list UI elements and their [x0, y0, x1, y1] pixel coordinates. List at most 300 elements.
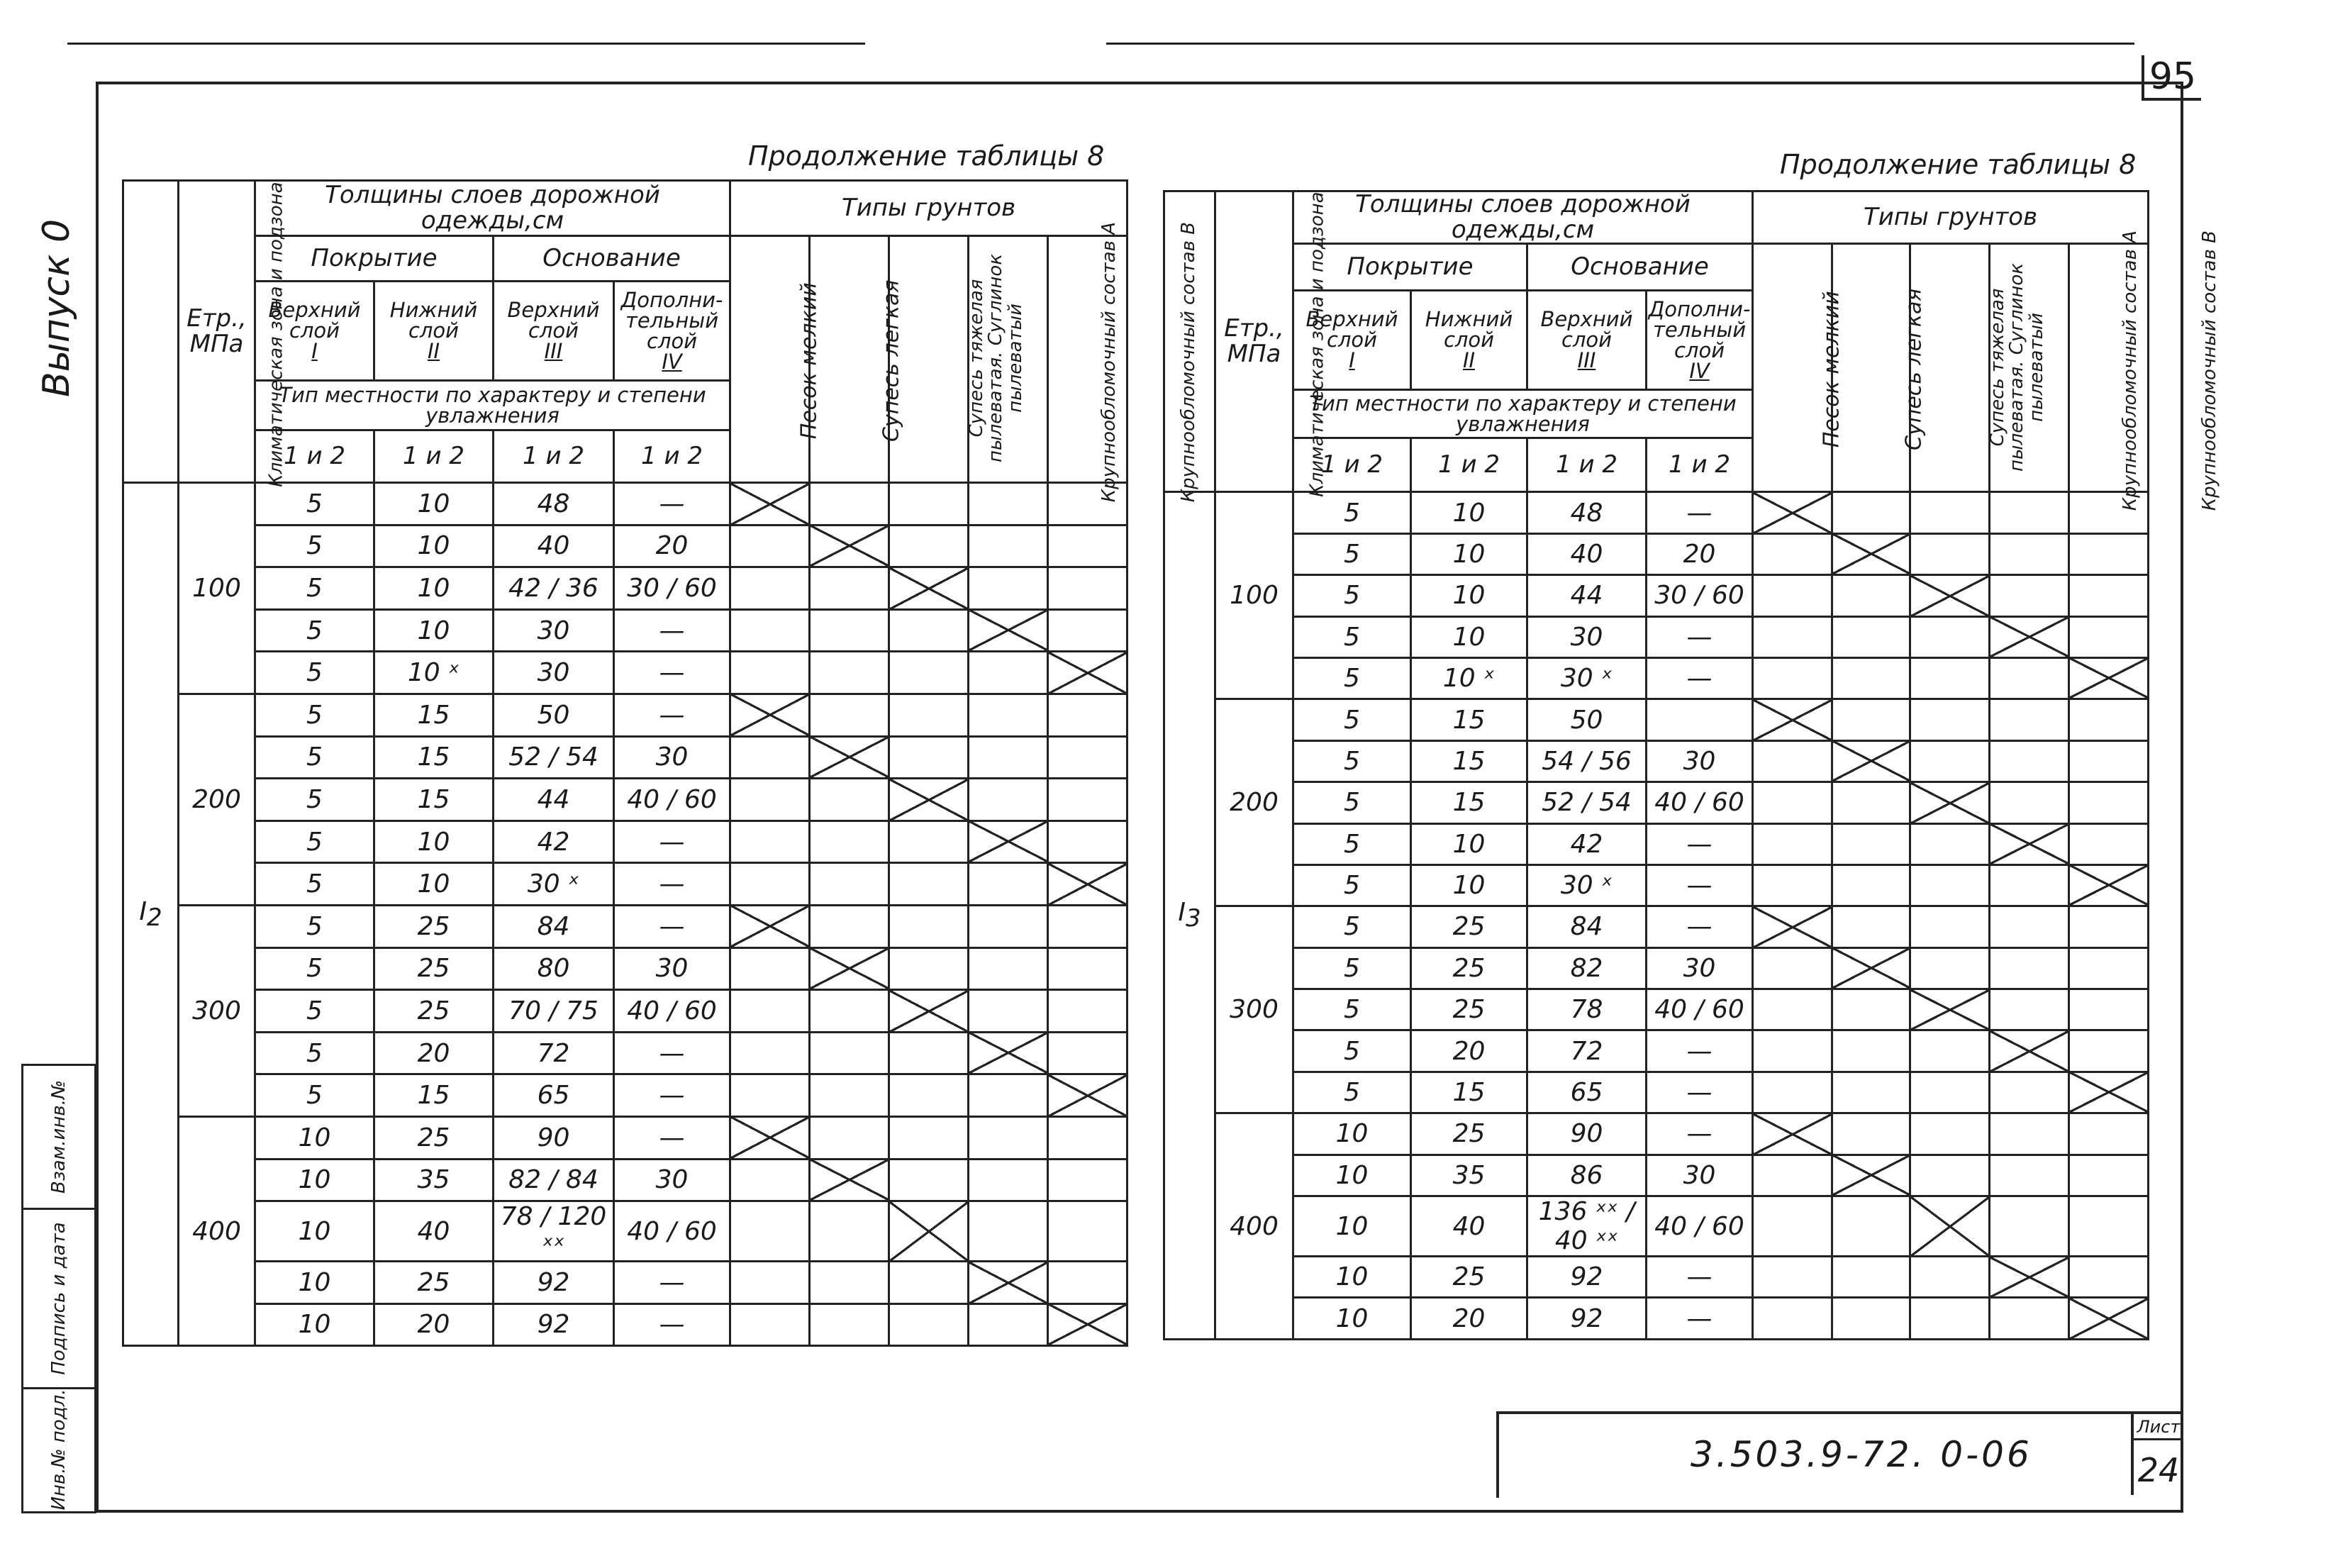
layer3-roman: III — [544, 339, 563, 363]
l-soil-cell — [969, 483, 1048, 526]
r-soil-cell — [1832, 616, 1910, 657]
l-soil-cell — [969, 779, 1048, 821]
l-soil-cell — [889, 1074, 969, 1117]
l-soil-cell — [730, 863, 810, 906]
r-soil-cell — [1753, 1155, 1832, 1196]
l-soil-cell — [969, 694, 1048, 736]
l-soil-cell — [1048, 736, 1127, 779]
r-soil-cell — [1910, 492, 1990, 533]
r-cell-layer-1: 10 — [1293, 1257, 1411, 1298]
l-soil-cell — [730, 1262, 810, 1304]
l-soil-cell — [810, 567, 889, 610]
l-cell-layer-4: 30 — [614, 736, 730, 779]
r-cell-layer-4: — — [1647, 1030, 1753, 1072]
r-cell-layer-2: 10 — [1411, 492, 1527, 533]
l-soil-cross-mark — [730, 905, 810, 947]
strip-replace-text: Взам.инв.№ — [48, 1080, 69, 1194]
r-cell-layer-1: 5 — [1293, 492, 1411, 533]
r-soil-cell — [1910, 1072, 1990, 1113]
l-cell-layer-4: — — [614, 1032, 730, 1074]
l-cell-layer-2: 25 — [374, 1262, 494, 1304]
r-soil-cross-mark — [2069, 864, 2149, 906]
r-row-400-5 — [1164, 1298, 2149, 1339]
r-soil-cross-mark — [1910, 1196, 1990, 1257]
l-soil-cell — [969, 990, 1048, 1033]
r-soil-cross-mark — [1753, 492, 1832, 533]
l-soil-cross-mark — [1048, 1074, 1127, 1117]
r-cell-layer-3: 42 — [1527, 823, 1647, 864]
l-cell-layer-4: 30 — [614, 947, 730, 990]
r-cell-layer-4: — — [1647, 1113, 1753, 1155]
layer2-label: Нижний слой — [389, 298, 478, 343]
l-etr-200: 200 — [179, 694, 255, 905]
r-cell-layer-1: 5 — [1293, 575, 1411, 616]
r-cell-layer-2: 40 — [1411, 1196, 1527, 1257]
r-layer4-label: Дополни-тельный слой — [1648, 296, 1751, 362]
l-soil-cell — [889, 736, 969, 779]
r-cell-layer-1: 5 — [1293, 947, 1411, 989]
r-soil-cross-mark — [1832, 740, 1910, 782]
r-zone-header-text: Климатическая зона и подзона — [1306, 191, 1328, 498]
r-soil-cell — [1990, 1196, 2069, 1257]
l-soil-cell — [730, 1159, 810, 1201]
r-row-400-4 — [1164, 1257, 2149, 1298]
l-soil-cross-mark — [1048, 1303, 1127, 1346]
layer2-header — [374, 282, 494, 381]
r-cell-layer-3: 65 — [1527, 1072, 1647, 1113]
r-cell-layer-1: 5 — [1293, 657, 1411, 699]
l-soil-cell — [889, 947, 969, 990]
r-cell-layer-4: — — [1647, 616, 1753, 657]
r-soil-cell — [1990, 947, 2069, 989]
l-cell-layer-2: 10 — [374, 863, 494, 906]
r-terrain-val-4: 1 и 2 — [1647, 438, 1753, 492]
r-cell-layer-2: 10 — [1411, 823, 1527, 864]
thickness-header: Толщины слоев дорожной одежды,см — [255, 181, 730, 236]
l-cell-layer-4: 40 / 60 — [614, 990, 730, 1033]
l-row-400-3 — [123, 1201, 1127, 1262]
left-table — [122, 179, 1200, 1347]
l-soil-cell — [730, 652, 810, 694]
r-cell-layer-4: 40 / 60 — [1647, 989, 1753, 1030]
r-soil-cross-mark — [1910, 782, 1990, 823]
r-cell-layer-3: 90 — [1527, 1113, 1647, 1155]
r-layer2-label: Нижний слой — [1425, 307, 1513, 352]
r-cell-layer-4: — — [1647, 492, 1753, 533]
layer1-roman: I — [311, 339, 318, 363]
l-soil-cell — [1048, 779, 1127, 821]
right-table-body — [1164, 492, 2149, 1339]
soil-col-3-text: Супесь тяжелая пылеватая. Суглинок пылеватый — [966, 254, 1026, 463]
l-cell-layer-2: 25 — [374, 1116, 494, 1159]
r-soil-cell — [1990, 1298, 2069, 1339]
l-cell-layer-2: 10 — [374, 525, 494, 567]
r-zone-letter: I — [1178, 898, 1186, 928]
r-soil-cross-mark — [1910, 575, 1990, 616]
r-soil-cell — [1753, 782, 1832, 823]
l-soil-cell — [810, 779, 889, 821]
l-cell-layer-2: 15 — [374, 694, 494, 736]
l-cell-layer-4: — — [614, 652, 730, 694]
r-cell-layer-3: 50 — [1527, 699, 1647, 740]
r-base-header: Основание — [1527, 244, 1753, 291]
r-layer3-label: Верхний слой — [1540, 307, 1633, 352]
r-soil-cell — [1990, 699, 2069, 740]
strip-cell-replace — [23, 1066, 94, 1210]
r-soil-cell — [2069, 1030, 2149, 1072]
r-soil-cell — [1753, 823, 1832, 864]
l-cell-layer-2: 10 — [374, 609, 494, 652]
r-soil-cross-mark — [1832, 947, 1910, 989]
r-terrain-val-3: 1 и 2 — [1527, 438, 1647, 492]
r-cell-layer-3: 30 ˣ — [1527, 657, 1647, 699]
l-row-400-2 — [123, 1159, 1127, 1201]
r-soil-cell — [1910, 699, 1990, 740]
continuation-label-right: Продолжение таблицы 8 — [1780, 149, 2137, 180]
l-row-300-2 — [123, 947, 1127, 990]
r-soil-col-4-text: Крупнообломочный состав А — [2120, 230, 2142, 511]
r-soil-cell — [1910, 823, 1990, 864]
l-soil-cross-mark — [1048, 863, 1127, 906]
r-row-100-2 — [1164, 533, 2149, 574]
l-cell-layer-2: 15 — [374, 779, 494, 821]
r-soil-cross-mark — [1832, 1155, 1910, 1196]
l-cell-layer-4: 30 / 60 — [614, 567, 730, 610]
r-soil-cell — [1990, 782, 2069, 823]
l-row-300-4 — [123, 1032, 1127, 1074]
l-soil-cross-mark — [730, 1116, 810, 1159]
r-soil-cell — [1753, 1257, 1832, 1298]
l-soil-cell — [969, 652, 1048, 694]
l-soil-cell — [810, 609, 889, 652]
r-soil-cell — [1832, 864, 1910, 906]
r-soil-cross-mark — [2069, 1072, 2149, 1113]
l-cell-layer-1: 10 — [255, 1116, 374, 1159]
l-soil-cell — [889, 652, 969, 694]
r-soil-cell — [1910, 1113, 1990, 1155]
layer4-label: Дополни-тельный слой — [620, 287, 723, 353]
l-soil-cell — [969, 905, 1048, 947]
l-cell-layer-2: 15 — [374, 1074, 494, 1117]
r-cell-layer-3: 48 — [1527, 492, 1647, 533]
r-layer3-header — [1527, 291, 1647, 390]
l-cell-layer-2: 10 — [374, 821, 494, 863]
r-soil-cell — [2069, 947, 2149, 989]
l-cell-layer-2: 25 — [374, 905, 494, 947]
l-cell-layer-3: 84 — [494, 905, 614, 947]
l-cell-layer-1: 5 — [255, 609, 374, 652]
sheet-label: Лист — [2134, 1417, 2183, 1440]
l-soil-cell — [1048, 821, 1127, 863]
r-soil-col-3-text: Супесь тяжелая пылеватая. Суглинок пылеватый — [1987, 262, 2047, 472]
l-soil-cell — [810, 863, 889, 906]
l-cell-layer-1: 5 — [255, 947, 374, 990]
r-cell-layer-3: 44 — [1527, 575, 1647, 616]
l-cell-layer-3: 30 — [494, 652, 614, 694]
sheet-number: 24 — [2137, 1451, 2180, 1489]
l-soil-cell — [810, 905, 889, 947]
r-cell-layer-1: 5 — [1293, 699, 1411, 740]
r-soil-cell — [1832, 1196, 1910, 1257]
l-cell-layer-1: 5 — [255, 905, 374, 947]
r-row-300-3 — [1164, 989, 2149, 1030]
l-soil-cell — [1048, 525, 1127, 567]
r-soil-cell — [1910, 1257, 1990, 1298]
soil-col-4-text: Крупнообломочный состав А — [1098, 222, 1120, 503]
coating-header: Покрытие — [255, 236, 494, 282]
strip-signature-text: Подпись и дата — [48, 1222, 69, 1375]
l-row-400-4 — [123, 1262, 1127, 1304]
r-soil-cell — [1990, 657, 2069, 699]
r-soil-cell — [1990, 1113, 2069, 1155]
r-etr-header: Етр., МПа — [1215, 191, 1293, 492]
l-row-400-1 — [123, 1116, 1127, 1159]
l-soil-cell — [969, 736, 1048, 779]
l-cell-layer-4: — — [614, 863, 730, 906]
l-soil-cell — [1048, 694, 1127, 736]
l-row-200-1 — [123, 694, 1127, 736]
r-soil-col-5-text: Крупнообломочный состав В — [2199, 230, 2221, 511]
l-cell-layer-3: 42 / 36 — [494, 567, 614, 610]
r-cell-layer-4: 30 — [1647, 740, 1753, 782]
r-soil-cell — [1910, 1030, 1990, 1072]
r-soil-cell — [1753, 947, 1832, 989]
l-soil-cell — [810, 1116, 889, 1159]
r-cell-layer-4: — — [1647, 823, 1753, 864]
r-zone-cell — [1164, 492, 1215, 1339]
l-cell-layer-1: 10 — [255, 1201, 374, 1262]
r-row-200-2 — [1164, 740, 2149, 782]
r-soil-cell — [1753, 864, 1832, 906]
r-soil-cell — [2069, 533, 2149, 574]
l-cell-layer-1: 5 — [255, 990, 374, 1033]
l-soil-cross-mark — [730, 694, 810, 736]
r-coating-header: Покрытие — [1293, 244, 1527, 291]
base-header: Основание — [494, 236, 730, 282]
r-cell-layer-1: 5 — [1293, 782, 1411, 823]
r-soil-cell — [2069, 1257, 2149, 1298]
r-soil-col-2-text: Супесь легкая — [1901, 288, 1927, 451]
l-cell-layer-3: 90 — [494, 1116, 614, 1159]
r-soil-cell — [1990, 533, 2069, 574]
r-cell-layer-3: 78 — [1527, 989, 1647, 1030]
l-cell-layer-1: 5 — [255, 736, 374, 779]
l-soil-cell — [810, 1074, 889, 1117]
r-row-300-4 — [1164, 1030, 2149, 1072]
r-soil-cell — [2069, 906, 2149, 947]
r-soil-cross-mark — [1910, 989, 1990, 1030]
r-cell-layer-1: 10 — [1293, 1155, 1411, 1196]
l-cell-layer-1: 5 — [255, 1032, 374, 1074]
r-soil-cell — [1753, 1072, 1832, 1113]
l-soil-cell — [810, 1303, 889, 1346]
r-soil-cell — [1753, 1196, 1832, 1257]
r-row-100-1 — [1164, 492, 2149, 533]
l-soil-cross-mark — [810, 1159, 889, 1201]
r-soil-cell — [1832, 989, 1910, 1030]
l-cell-layer-1: 5 — [255, 1074, 374, 1117]
l-soil-cross-mark — [810, 947, 889, 990]
r-layer3-roman: III — [1577, 348, 1596, 373]
terrain-header: Тип местности по характеру и степени увлажнения — [255, 381, 730, 430]
r-soil-cell — [1753, 1298, 1832, 1339]
l-cell-layer-2: 25 — [374, 947, 494, 990]
l-cell-layer-4: — — [614, 905, 730, 947]
r-soil-cross-mark — [1753, 1113, 1832, 1155]
r-cell-layer-3: 72 — [1527, 1030, 1647, 1072]
strip-inventory-text: Инв.№ подл. — [48, 1388, 69, 1511]
l-soil-cell — [1048, 1262, 1127, 1304]
r-soil-cell — [1753, 1030, 1832, 1072]
r-row-300-2 — [1164, 947, 2149, 989]
l-soil-cell — [730, 947, 810, 990]
r-cell-layer-3: 92 — [1527, 1298, 1647, 1339]
l-soil-cell — [730, 1303, 810, 1346]
soil-col-5-text: Крупнообломочный состав В — [1178, 222, 1200, 503]
l-soil-cell — [969, 1303, 1048, 1346]
r-soil-cell — [1910, 616, 1990, 657]
l-soil-cell — [810, 1032, 889, 1074]
l-cell-layer-2: 25 — [374, 990, 494, 1033]
r-cell-layer-1: 5 — [1293, 740, 1411, 782]
r-soil-cell — [1910, 1155, 1990, 1196]
r-cell-layer-1: 5 — [1293, 906, 1411, 947]
l-soil-cell — [889, 609, 969, 652]
l-row-300-1 — [123, 905, 1127, 947]
r-cell-layer-2: 10 — [1411, 864, 1527, 906]
r-cell-layer-4: 30 — [1647, 947, 1753, 989]
l-soil-cross-mark — [1048, 652, 1127, 694]
r-cell-layer-4: — — [1647, 1298, 1753, 1339]
r-cell-layer-2: 15 — [1411, 782, 1527, 823]
layer2-roman: II — [427, 339, 440, 363]
l-cell-layer-4: 20 — [614, 525, 730, 567]
top-rule-right — [1106, 43, 2134, 45]
r-cell-layer-3: 30 — [1527, 616, 1647, 657]
r-soil-cell — [1990, 1072, 2069, 1113]
l-cell-layer-4: — — [614, 1262, 730, 1304]
r-soil-cell — [1990, 575, 2069, 616]
l-cell-layer-2: 15 — [374, 736, 494, 779]
r-zone-subscript: 3 — [1185, 904, 1201, 933]
r-cell-layer-2: 15 — [1411, 1072, 1527, 1113]
r-terrain-header: Тип местности по характеру и степени увлажнения — [1293, 390, 1753, 438]
l-soil-cell — [1048, 609, 1127, 652]
l-soil-cell — [730, 567, 810, 610]
r-row-400-3 — [1164, 1196, 2149, 1257]
l-soil-cell — [969, 1159, 1048, 1201]
l-cell-layer-3: 72 — [494, 1032, 614, 1074]
l-cell-layer-4: — — [614, 821, 730, 863]
l-soil-cell — [969, 1116, 1048, 1159]
r-cell-layer-2: 25 — [1411, 989, 1527, 1030]
l-soil-cell — [1048, 990, 1127, 1033]
l-soil-cell — [969, 525, 1048, 567]
l-row-100-3 — [123, 567, 1127, 610]
r-soil-cross-mark — [1753, 699, 1832, 740]
l-soil-cell — [889, 821, 969, 863]
l-soil-cell — [969, 567, 1048, 610]
r-soil-cell — [1832, 657, 1910, 699]
r-soil-cross-mark — [2069, 657, 2149, 699]
r-soil-cell — [1910, 906, 1990, 947]
r-cell-layer-2: 20 — [1411, 1030, 1527, 1072]
r-soil-col-1-text: Песок мелкий — [1819, 291, 1844, 448]
r-soil-cell — [1832, 823, 1910, 864]
l-soil-cell — [810, 1262, 889, 1304]
r-etr-300: 300 — [1215, 906, 1293, 1113]
r-soil-cross-mark — [1990, 1030, 2069, 1072]
soils-header: Типы грунтов — [730, 181, 1127, 236]
r-cell-layer-2: 20 — [1411, 1298, 1527, 1339]
l-soil-cell — [889, 525, 969, 567]
l-soil-cell — [889, 905, 969, 947]
l-row-200-2 — [123, 736, 1127, 779]
r-soil-cell — [1990, 906, 2069, 947]
r-soil-cell — [2069, 575, 2149, 616]
r-soil-cell — [1832, 782, 1910, 823]
l-soil-cross-mark — [889, 779, 969, 821]
l-soil-cell — [1048, 1032, 1127, 1074]
r-cell-layer-2: 25 — [1411, 1257, 1527, 1298]
r-cell-layer-4: — — [1647, 906, 1753, 947]
l-cell-layer-2: 10 — [374, 567, 494, 610]
l-soil-cross-mark — [730, 483, 810, 526]
r-cell-layer-3: 40 — [1527, 533, 1647, 574]
r-soil-cell — [1832, 1030, 1910, 1072]
r-layer1-label: Верхний слой — [1305, 307, 1398, 352]
r-row-400-2 — [1164, 1155, 2149, 1196]
r-cell-layer-4: — — [1647, 1072, 1753, 1113]
r-soil-cell — [1753, 533, 1832, 574]
r-cell-layer-4: — — [1647, 1257, 1753, 1298]
l-etr-100: 100 — [179, 483, 255, 694]
strip-cell-inventory — [23, 1389, 94, 1509]
l-cell-layer-4: 40 / 60 — [614, 779, 730, 821]
l-soil-cell — [730, 736, 810, 779]
l-soil-cross-mark — [969, 1262, 1048, 1304]
l-row-100-1 — [123, 483, 1127, 526]
r-layer2-header — [1411, 291, 1527, 390]
r-cell-layer-2: 35 — [1411, 1155, 1527, 1196]
l-cell-layer-1: 5 — [255, 779, 374, 821]
l-soil-cell — [730, 821, 810, 863]
l-cell-layer-4: — — [614, 1074, 730, 1117]
r-soil-col-1 — [1753, 244, 1844, 492]
r-cell-layer-2: 10 ˣ — [1411, 657, 1527, 699]
r-cell-layer-1: 10 — [1293, 1298, 1411, 1339]
r-cell-layer-1: 5 — [1293, 616, 1411, 657]
r-etr-400: 400 — [1215, 1113, 1293, 1340]
r-soil-cross-mark — [1990, 823, 2069, 864]
top-rule-mid — [447, 43, 503, 45]
r-soil-cell — [1990, 1155, 2069, 1196]
r-soil-cell — [2069, 1155, 2149, 1196]
l-soil-cell — [730, 990, 810, 1033]
l-cell-layer-3: 48 — [494, 483, 614, 526]
l-cell-layer-3: 30 ˣ — [494, 863, 614, 906]
registration-strip — [21, 1064, 96, 1513]
title-block — [1496, 1411, 2183, 1498]
l-cell-layer-2: 35 — [374, 1159, 494, 1201]
r-soil-cell — [1990, 989, 2069, 1030]
r-row-100-4 — [1164, 616, 2149, 657]
l-row-100-2 — [123, 525, 1127, 567]
l-soil-cross-mark — [969, 821, 1048, 863]
layer4-header — [614, 282, 730, 381]
l-cell-layer-3: 50 — [494, 694, 614, 736]
l-row-200-5 — [123, 863, 1127, 906]
